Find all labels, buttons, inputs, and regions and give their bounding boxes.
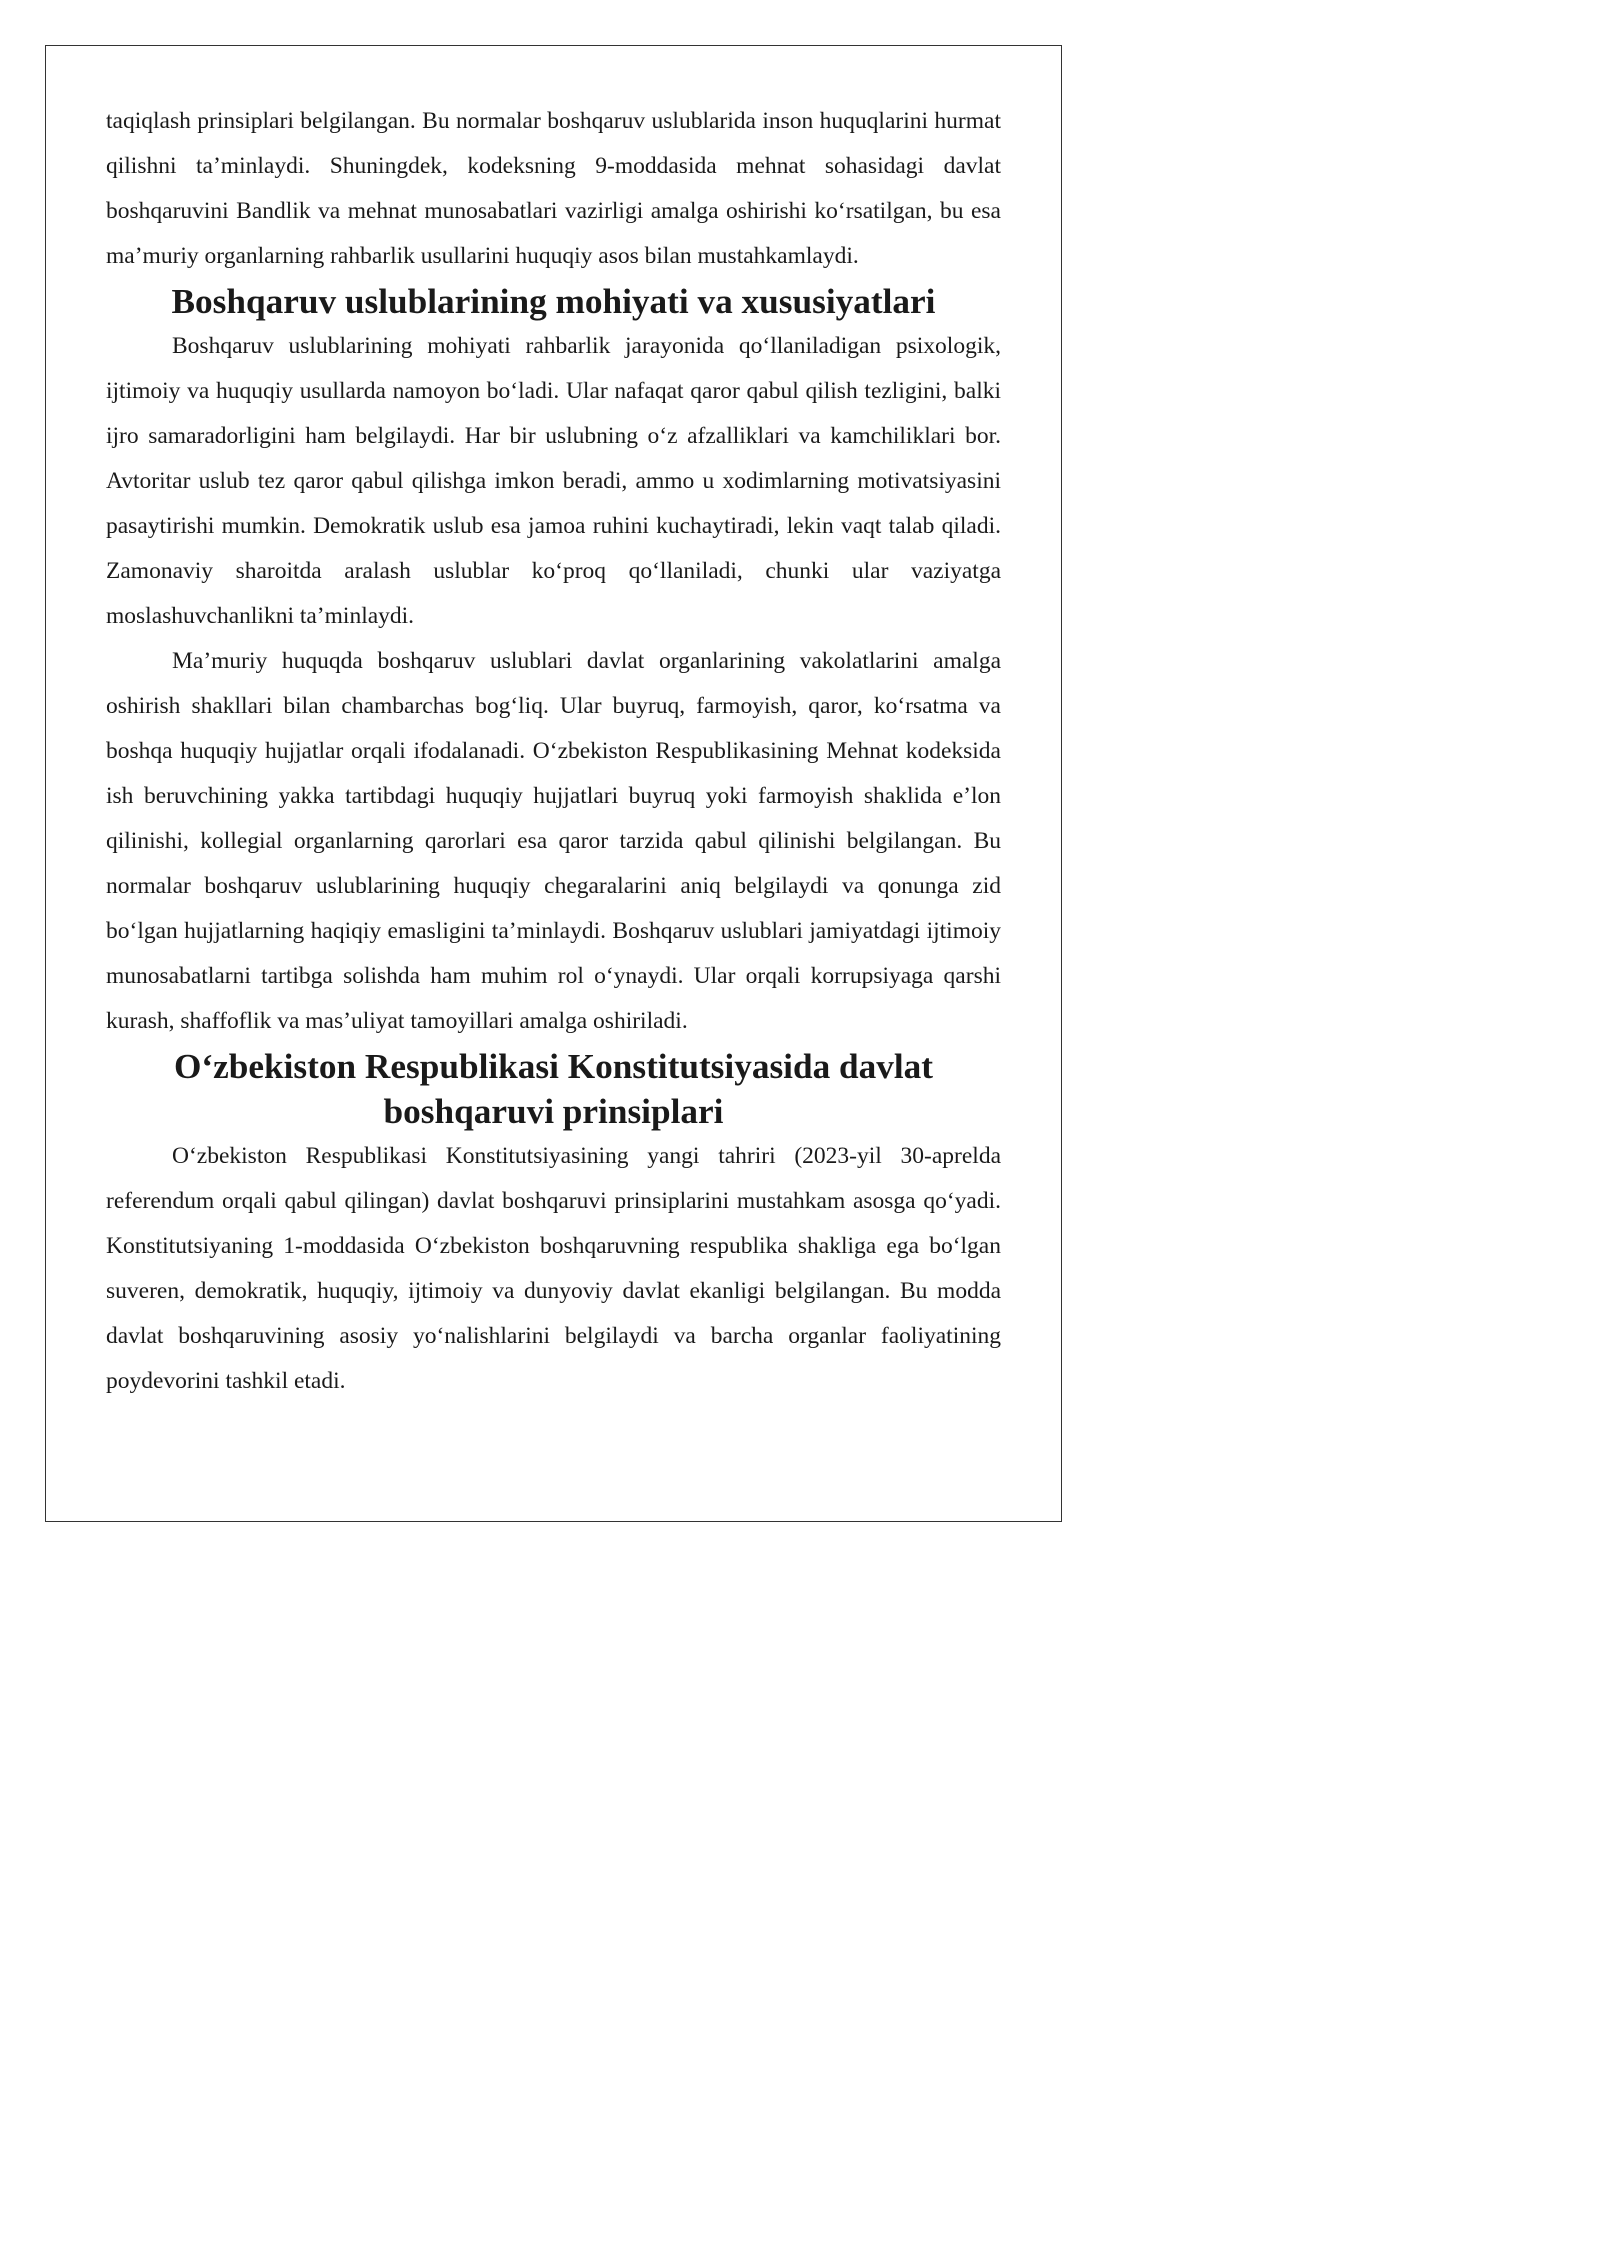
paragraph-styles-essence: Boshqaruv uslublarining mohiyati rahbarlik jarayonida qoʻllaniladigan psixologik, ijtimoiy va huquqiy usullarda namoyon boʻladi. Ular nafaqat qaror qabul qilish tezligini, balki ijro samaradorligini ham belgilaydi. Har bir uslubning oʻz afzalliklari va kamchiliklari bor. Avtoritar uslub tez qaror qabul qilishga imkon beradi, ammo u xodimlarning motivatsiyasini pasaytirishi mumkin. Demokratik uslub esa jamoa ruhini kuchaytiradi, lekin vaqt talab qiladi. Zamonaviy sharoitda aralash uslublar koʻproq qoʻllaniladi, chunki ular vaziyatga moslashuvchanlikni ta’minlaydi.: [106, 333, 1001, 629]
paragraph-constitution: Oʻzbekiston Respublikasi Konstitutsiyasining yangi tahriri (2023-yil 30-aprelda referendum orqali qabul qilingan) davlat boshqaruvi prinsiplarini mustahkam asosga qoʻyadi. Konstitutsiyaning 1-moddasida Oʻzbekiston boshqaruvning respublika shakliga ega boʻlgan suveren, demokratik, huquqiy, ijtimoiy va dunyoviy davlat ekanligi belgilangan. Bu modda davlat boshqaruvining asosiy yoʻnalishlarini belgilaydi va barcha organlar faoliyatining poydevorini tashkil etadi.: [106, 1143, 1001, 1394]
section-heading-constitution: Oʻzbekiston Respublikasi Konstitutsiyasida davlat boshqaruvi prinsiplari: [173, 1047, 934, 1131]
paragraph-continuation: taqiqlash prinsiplari belgilangan. Bu normalar boshqaruv uslublarida inson huquqlarini hurmat qilishni ta’minlaydi. Shuningdek, kodeksning 9-moddasida mehnat sohasidagi davlat boshqaruvini Bandlik va mehnat munosabatlari vazirligi amalga oshirishi koʻrsatilgan, bu esa ma’muriy organlarning rahbarlik usullarini huquqiy asos bilan mustahkamlaydi.: [106, 108, 1001, 269]
paragraph-administrative-law: Ma’muriy huquqda boshqaruv uslublari davlat organlarining vakolatlarini amalga oshirish shakllari bilan chambarchas bogʻliq. Ular buyruq, farmoyish, qaror, koʻrsatma va boshqa huquqiy hujjatlar orqali ifodalanadi. Oʻzbekiston Respublikasining Mehnat kodeksida ish beruvchining yakka tartibdagi huquqiy hujjatlari buyruq yoki farmoyish shaklida e’lon qilinishi, kollegial organlarning qarorlari esa qaror tarzida qabul qilinishi belgilangan. Bu normalar boshqaruv uslublarining huquqiy chegaralarini aniq belgilaydi va qonunga zid boʻlgan hujjatlarning haqiqiy emasligini ta’minlaydi. Boshqaruv uslublari jamiyatdagi ijtimoiy munosabatlarni tartibga solishda ham muhim rol oʻynaydi. Ular orqali korrupsiyaga qarshi kurash, shaffoflik va mas’uliyat tamoyillari amalga oshiriladi.: [106, 648, 1001, 1034]
document-body: [106, 99, 1001, 1404]
section-heading-styles: Boshqaruv uslublarining mohiyati va xususiyatlari: [171, 282, 936, 321]
